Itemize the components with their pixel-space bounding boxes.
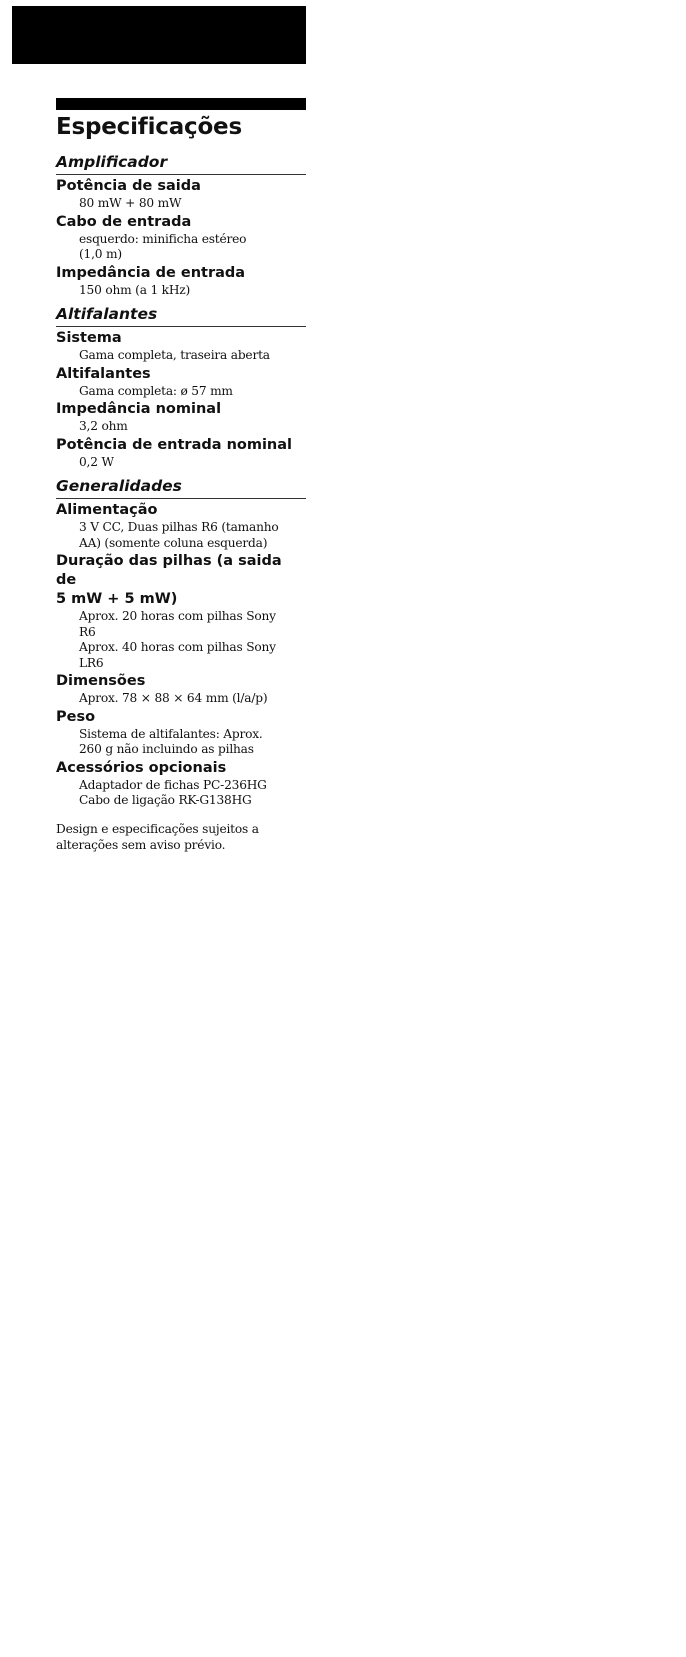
spec-value: Gama completa: ø 57 mm [79,383,233,398]
footnote-line: Design e especificações sujeitos a [56,821,259,836]
spec-value: Cabo de ligação RK-G138HG [79,793,252,807]
spec-value: 80 mW + 80 mW [79,196,182,210]
spec-title: 5 mW + 5 mW) [56,591,178,607]
spec-value: 0,2 W [79,454,114,469]
spec-title: Sistema [56,330,122,346]
spec-title: Impedância de entrada [56,264,246,281]
section-heading-amplificador [56,152,306,175]
spec-value: LR6 [79,655,104,670]
footnote [56,821,306,853]
spec-title: Dimensões [56,673,146,689]
title-rule-bar [56,98,306,110]
spec-title: Impedância nominal [56,401,222,417]
section-heading-text: Amplificador [56,153,168,171]
section-heading-altifalantes [56,304,306,327]
section-heading-generalidades [56,476,306,499]
spec-title: Potência de saida [56,178,201,194]
page-title: Especificações [56,114,242,140]
spec-title: Duração das pilhas (a saida de [56,553,282,588]
spec-value: Sistema de altifalantes: Aprox. [79,726,263,741]
spec-value: 260 g não incluindo as pilhas [79,742,254,756]
spec-value: Aprox. 40 horas com pilhas Sony [79,640,276,654]
spec-title: Potência de entrada nominal [56,436,293,453]
spec-value: Aprox. 20 horas com pilhas Sony [79,609,276,623]
spec-value: R6 [79,624,96,639]
spec-title: Acessórios opcionais [56,759,227,776]
spec-value: 150 ohm (a 1 kHz) [79,282,191,297]
spec-value: Aprox. 78 × 88 × 64 mm (l/a/p) [79,691,268,705]
header-black-block [12,6,306,64]
spec-value: 3,2 ohm [79,419,128,433]
spec-title: Cabo de entrada [56,213,192,230]
spec-value: Adaptador de fichas PC-236HG [79,777,267,792]
spec-title: Alimentação [56,502,158,518]
spec-value: 3 V CC, Duas pilhas R6 (tamanho [79,520,279,534]
spec-value: esquerdo: minificha estéreo [79,231,247,246]
spec-title: Altifalantes [56,365,151,382]
spec-content [56,152,306,853]
spec-title: Peso [56,708,96,725]
footnote-line: alterações sem aviso prévio. [56,837,226,852]
spec-value: AA) (somente coluna esquerda) [79,535,268,550]
spec-value: Gama completa, traseira aberta [79,348,270,362]
spec-value: (1,0 m) [79,247,122,261]
section-heading-text: Altifalantes [56,305,158,323]
section-heading-text: Generalidades [56,477,182,495]
